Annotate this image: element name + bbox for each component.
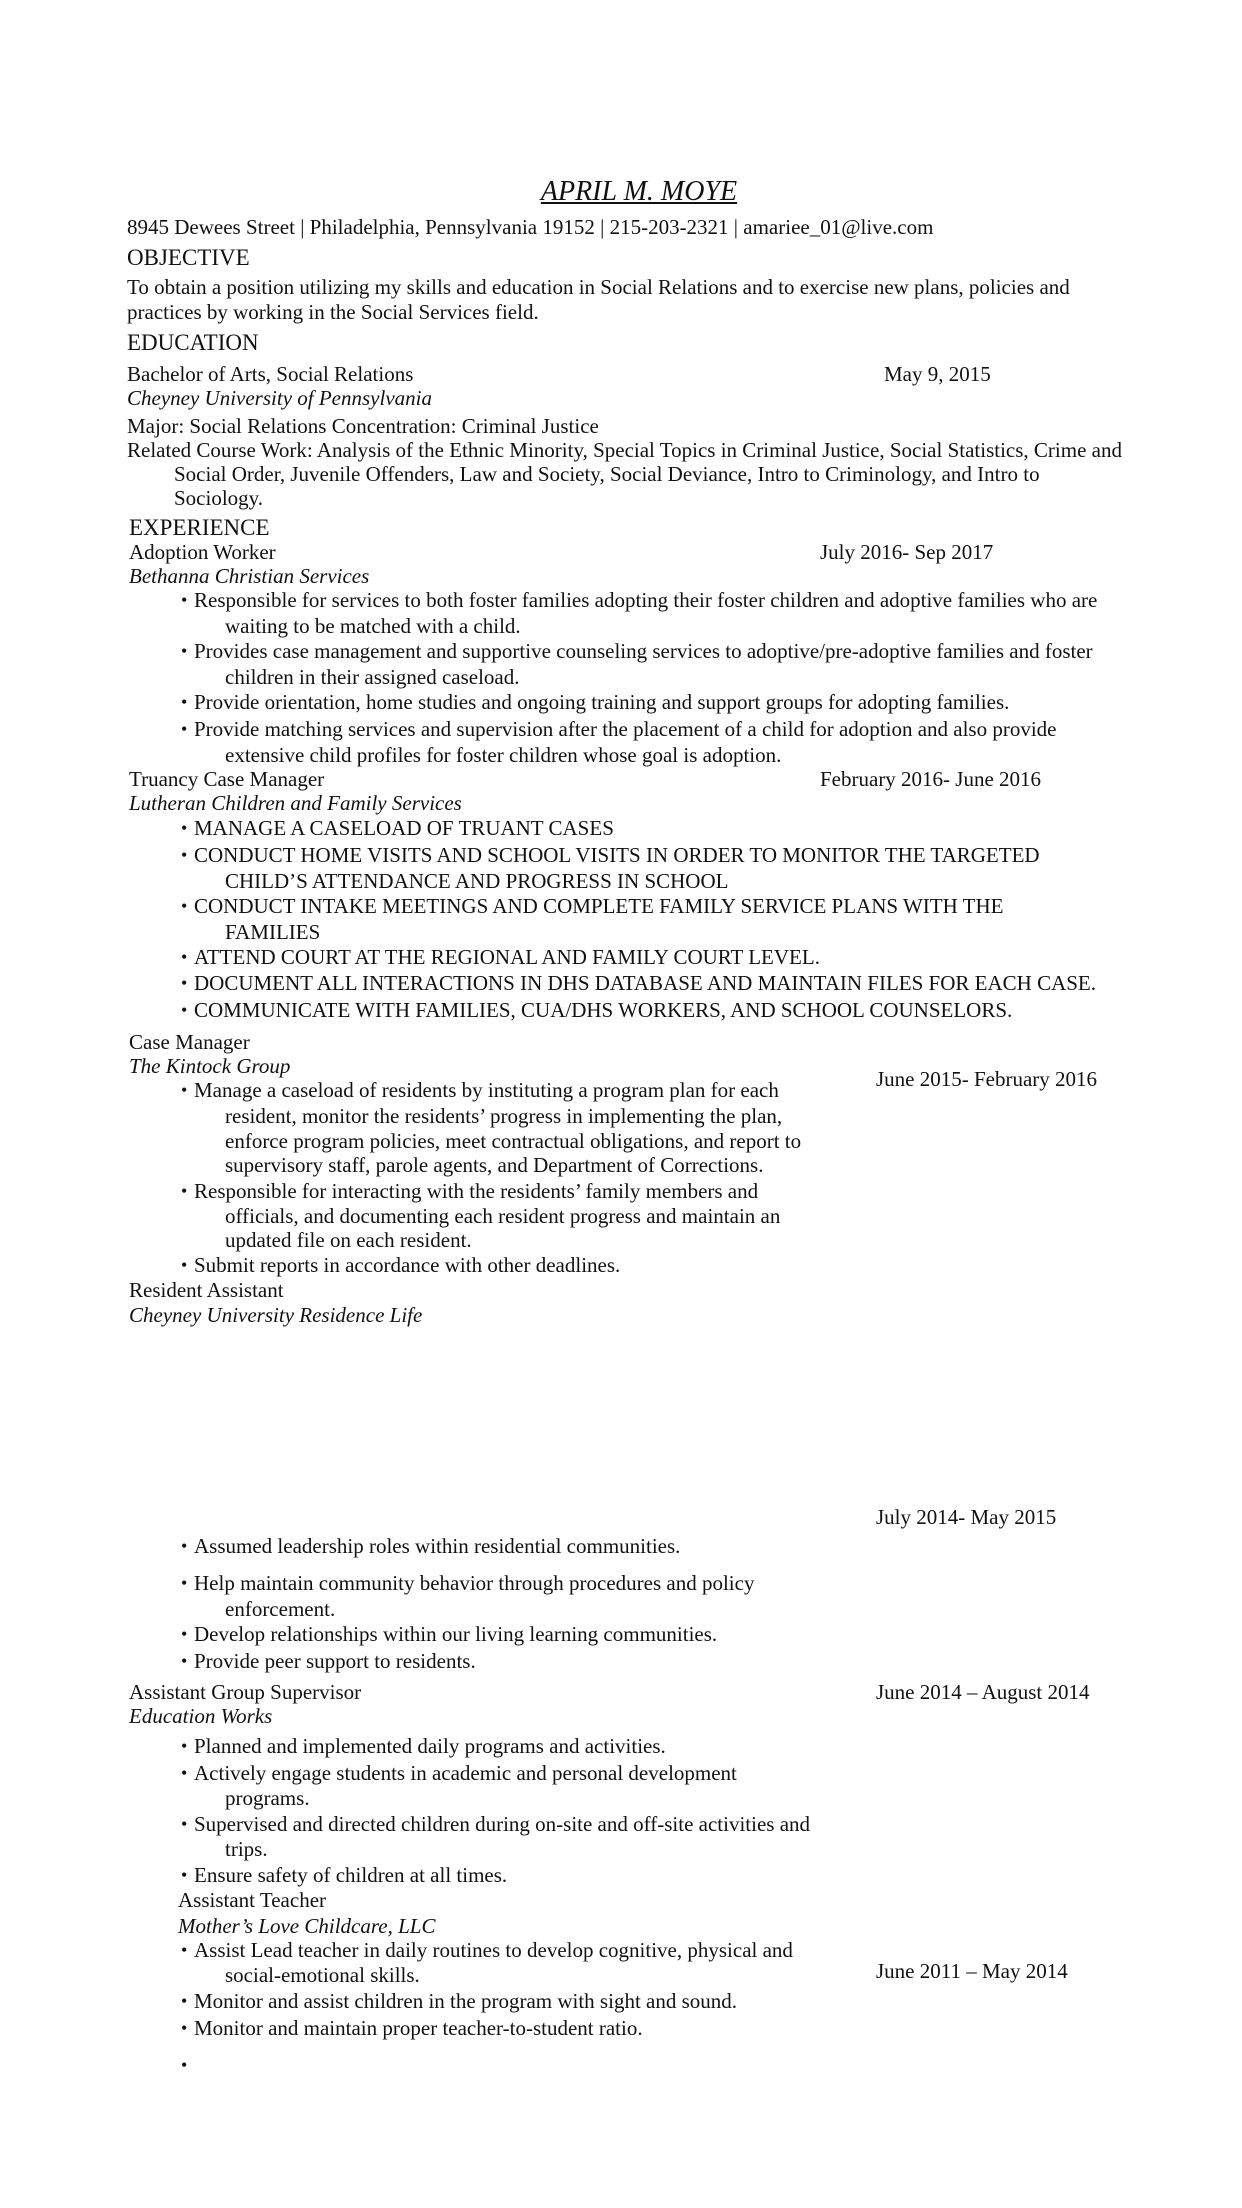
coursework: Social Order, Juvenile Offenders, Law and Society, Social Deviance, Intro to Criminology, and Intro to [174,462,1040,486]
job-organization: Education Works [129,1704,273,1728]
bullet-text-continued: social-emotional skills. [225,1963,420,1987]
bullet-icon: • [181,719,188,739]
job-organization: Cheyney University Residence Life [129,1303,423,1327]
bullet-text: Provide orientation, home studies and ongoing training and support groups for adopting families. [194,690,1010,714]
bullet-icon: • [181,1573,188,1593]
job-title: Assistant Teacher [178,1888,327,1912]
bullet-text: Submit reports in accordance with other deadlines. [194,1253,621,1277]
job-organization: Lutheran Children and Family Services [129,791,462,815]
bullet-text-continued: FAMILIES [225,920,321,944]
bullet-icon: • [181,692,188,712]
bullet-text: Help maintain community behavior through procedures and policy [194,1571,755,1595]
coursework: Sociology. [174,486,264,510]
job-date: June 2011 – May 2014 [876,1959,1068,1983]
bullet-text: Develop relationships within our living learning communities. [194,1622,718,1646]
bullet-text: Monitor and maintain proper teacher-to-student ratio. [194,2016,643,2040]
bullet-text-continued: enforcement. [225,1597,336,1621]
bullet-text: Assumed leadership roles within residential communities. [194,1534,681,1558]
bullet-icon: • [181,1736,188,1756]
job-organization: The Kintock Group [129,1054,291,1078]
bullet-icon: • [181,1991,188,2011]
bullet-text: CONDUCT INTAKE MEETINGS AND COMPLETE FAMILY SERVICE PLANS WITH THE [194,894,1004,918]
bullet-text-continued: children in their assigned caseload. [225,665,520,689]
bullet-icon: • [181,818,188,838]
bullet-text: Monitor and assist children in the program with sight and sound. [194,1989,738,2013]
bullet-text: Ensure safety of children at all times. [194,1863,508,1887]
objective-heading: OBJECTIVE [127,245,250,270]
job-date: February 2016- June 2016 [820,767,1042,791]
bullet-text: ATTEND COURT AT THE REGIONAL AND FAMILY COURT LEVEL. [194,945,820,969]
bullet-text: Responsible for services to both foster families adopting their foster children and adoptive families who are [194,588,1098,612]
bullet-icon: • [181,1763,188,1783]
bullet-text: CONDUCT HOME VISITS AND SCHOOL VISITS IN ORDER TO MONITOR THE TARGETED [194,843,1040,867]
bullet-icon: • [181,845,188,865]
bullet-text-continued: programs. [225,1786,310,1810]
bullet-icon: • [181,947,188,967]
job-organization: Mother’s Love Childcare, LLC [178,1914,436,1938]
bullet-icon: • [181,1624,188,1644]
bullet-text: Manage a caseload of residents by instituting a program plan for each [194,1078,779,1102]
bullet-icon: • [181,1651,188,1671]
objective-text: practices by working in the Social Services field. [127,300,539,324]
bullet-text: Provide peer support to residents. [194,1649,476,1673]
degree: Bachelor of Arts, Social Relations [127,362,414,386]
resume-name: APRIL M. MOYE [540,176,738,207]
bullet-text-continued: supervisory staff, parole agents, and Department of Corrections. [225,1153,764,1177]
job-title: Resident Assistant [129,1278,284,1302]
bullet-icon: • [181,2018,188,2038]
bullet-text-continued: enforce program policies, meet contractual obligations, and report to [225,1129,802,1153]
bullet-text-continued: resident, monitor the residents’ progress in implementing the plan, [225,1104,783,1128]
education-heading: EDUCATION [127,330,259,355]
bullet-text: MANAGE A CASELOAD OF TRUANT CASES [194,816,614,840]
bullet-text: Actively engage students in academic and personal development [194,1761,737,1785]
bullet-text: DOCUMENT ALL INTERACTIONS IN DHS DATABASE AND MAINTAIN FILES FOR EACH CASE. [194,971,1096,995]
bullet-text-continued: waiting to be matched with a child. [225,614,521,638]
bullet-text-continued: extensive child profiles for foster children whose goal is adoption. [225,743,782,767]
bullet-icon: • [181,1865,188,1885]
contact-line: 8945 Dewees Street | Philadelphia, Pennsylvania 19152 | 215-203-2321 | amariee_01@live.com [127,215,934,239]
bullet-text: COMMUNICATE WITH FAMILIES, CUA/DHS WORKERS, AND SCHOOL COUNSELORS. [194,998,1013,1022]
job-date: June 2015- February 2016 [876,1067,1098,1091]
school: Cheyney University of Pennsylvania [127,386,432,410]
job-title: Adoption Worker [129,540,276,564]
bullet-icon: • [181,973,188,993]
bullet-icon: • [181,1000,188,1020]
job-title: Assistant Group Supervisor [129,1680,362,1704]
job-date: July 2016- Sep 2017 [820,540,994,564]
bullet-icon: • [181,1814,188,1834]
bullet-icon: • [181,896,188,916]
bullet-text: Provides case management and supportive counseling services to adoptive/pre-adoptive families and foster [194,639,1093,663]
bullet-icon: • [181,1536,188,1556]
coursework: Related Course Work: Analysis of the Ethnic Minority, Special Topics in Criminal Justice, Social Statistics, Crime and [127,438,1122,462]
bullet-icon: • [181,590,188,610]
job-date: June 2014 – August 2014 [876,1680,1090,1704]
bullet-text: Provide matching services and supervision after the placement of a child for adoption and also provide [194,717,1057,741]
job-date: July 2014- May 2015 [876,1505,1057,1529]
bullet-text-continued: officials, and documenting each resident progress and maintain an [225,1204,781,1228]
bullet-icon: • [181,1080,188,1100]
bullet-text: Supervised and directed children during on-site and off-site activities and [194,1812,811,1836]
job-title: Truancy Case Manager [129,767,325,791]
experience-heading: EXPERIENCE [129,515,270,540]
bullet-text: Assist Lead teacher in daily routines to develop cognitive, physical and [194,1938,793,1962]
degree-date: May 9, 2015 [884,362,991,386]
objective-text: To obtain a position utilizing my skills and education in Social Relations and to exercise new plans, policies and [127,275,1070,299]
bullet-icon: • [181,1181,188,1201]
bullet-text-continued: CHILD’S ATTENDANCE AND PROGRESS IN SCHOOL [225,869,729,893]
bullet-icon: • [181,2055,188,2075]
bullet-text: Planned and implemented daily programs and activities. [194,1734,666,1758]
bullet-text-continued: trips. [225,1837,268,1861]
job-organization: Bethanna Christian Services [129,564,370,588]
job-title: Case Manager [129,1030,250,1054]
bullet-icon: • [181,641,188,661]
major: Major: Social Relations Concentration: Criminal Justice [127,414,599,438]
bullet-icon: • [181,1940,188,1960]
bullet-icon: • [181,1255,188,1275]
bullet-text: Responsible for interacting with the residents’ family members and [194,1179,759,1203]
bullet-text-continued: updated file on each resident. [225,1228,472,1252]
